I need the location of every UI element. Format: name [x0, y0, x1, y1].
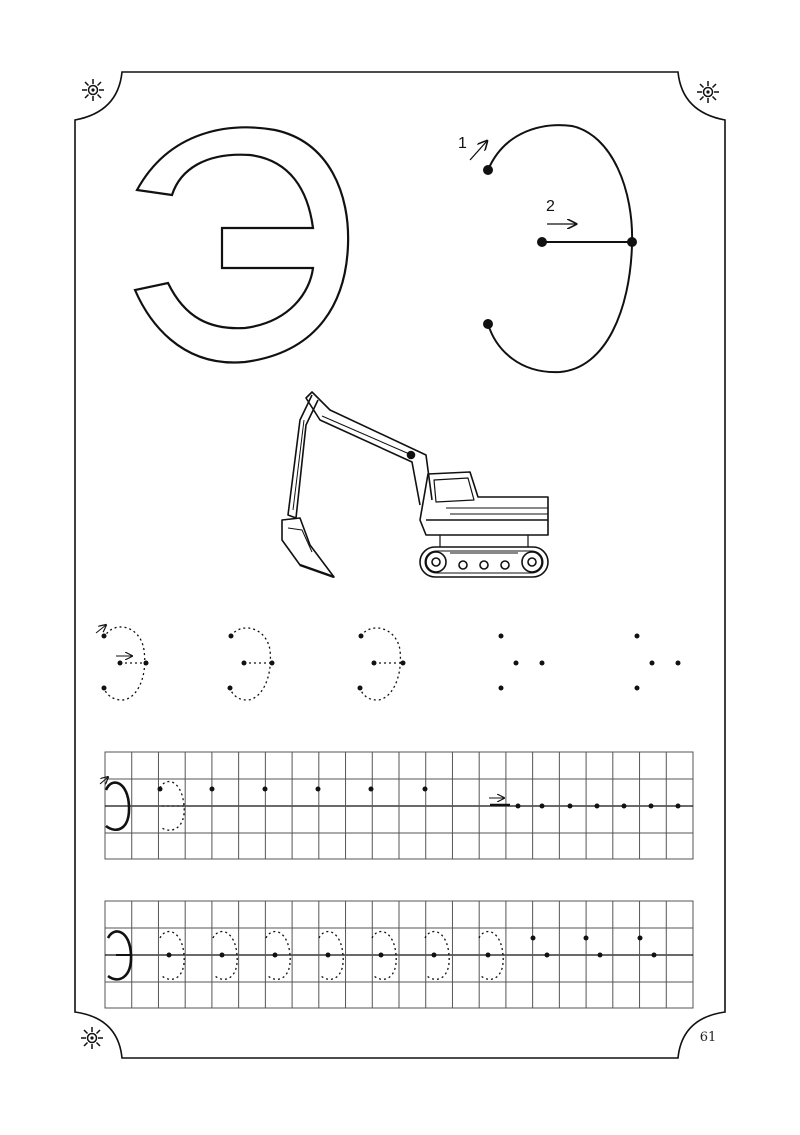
- corner-ornament-icon: [697, 81, 719, 103]
- guide-dot: [638, 936, 643, 941]
- corner-ornament-icon: [82, 79, 104, 101]
- arrow-icon: [470, 141, 487, 160]
- page-frame: [75, 72, 725, 1058]
- guide-dot: [432, 953, 437, 958]
- guide-dot: [486, 953, 491, 958]
- guide-dot: [545, 953, 550, 958]
- stroke-order-letter: [488, 125, 632, 372]
- page-number: 61: [699, 1030, 717, 1045]
- guide-dot: [531, 936, 536, 941]
- excavator-illustration: [282, 392, 548, 577]
- outlined-letter: [135, 127, 348, 362]
- guide-dot: [167, 953, 172, 958]
- stroke-1-label: 1: [458, 135, 467, 152]
- stroke-2-label: 2: [546, 198, 555, 215]
- arrow-icon: [96, 625, 106, 633]
- guide-dot: [652, 953, 657, 958]
- corner-ornament-icon: [81, 1027, 103, 1049]
- arrow-icon: [100, 777, 108, 784]
- guide-dot: [598, 953, 603, 958]
- guide-dot: [584, 936, 589, 941]
- guide-dot: [220, 953, 225, 958]
- guide-dot: [379, 953, 384, 958]
- guide-dot: [326, 953, 331, 958]
- practice-row-dots: [102, 634, 681, 691]
- guide-dot: [273, 953, 278, 958]
